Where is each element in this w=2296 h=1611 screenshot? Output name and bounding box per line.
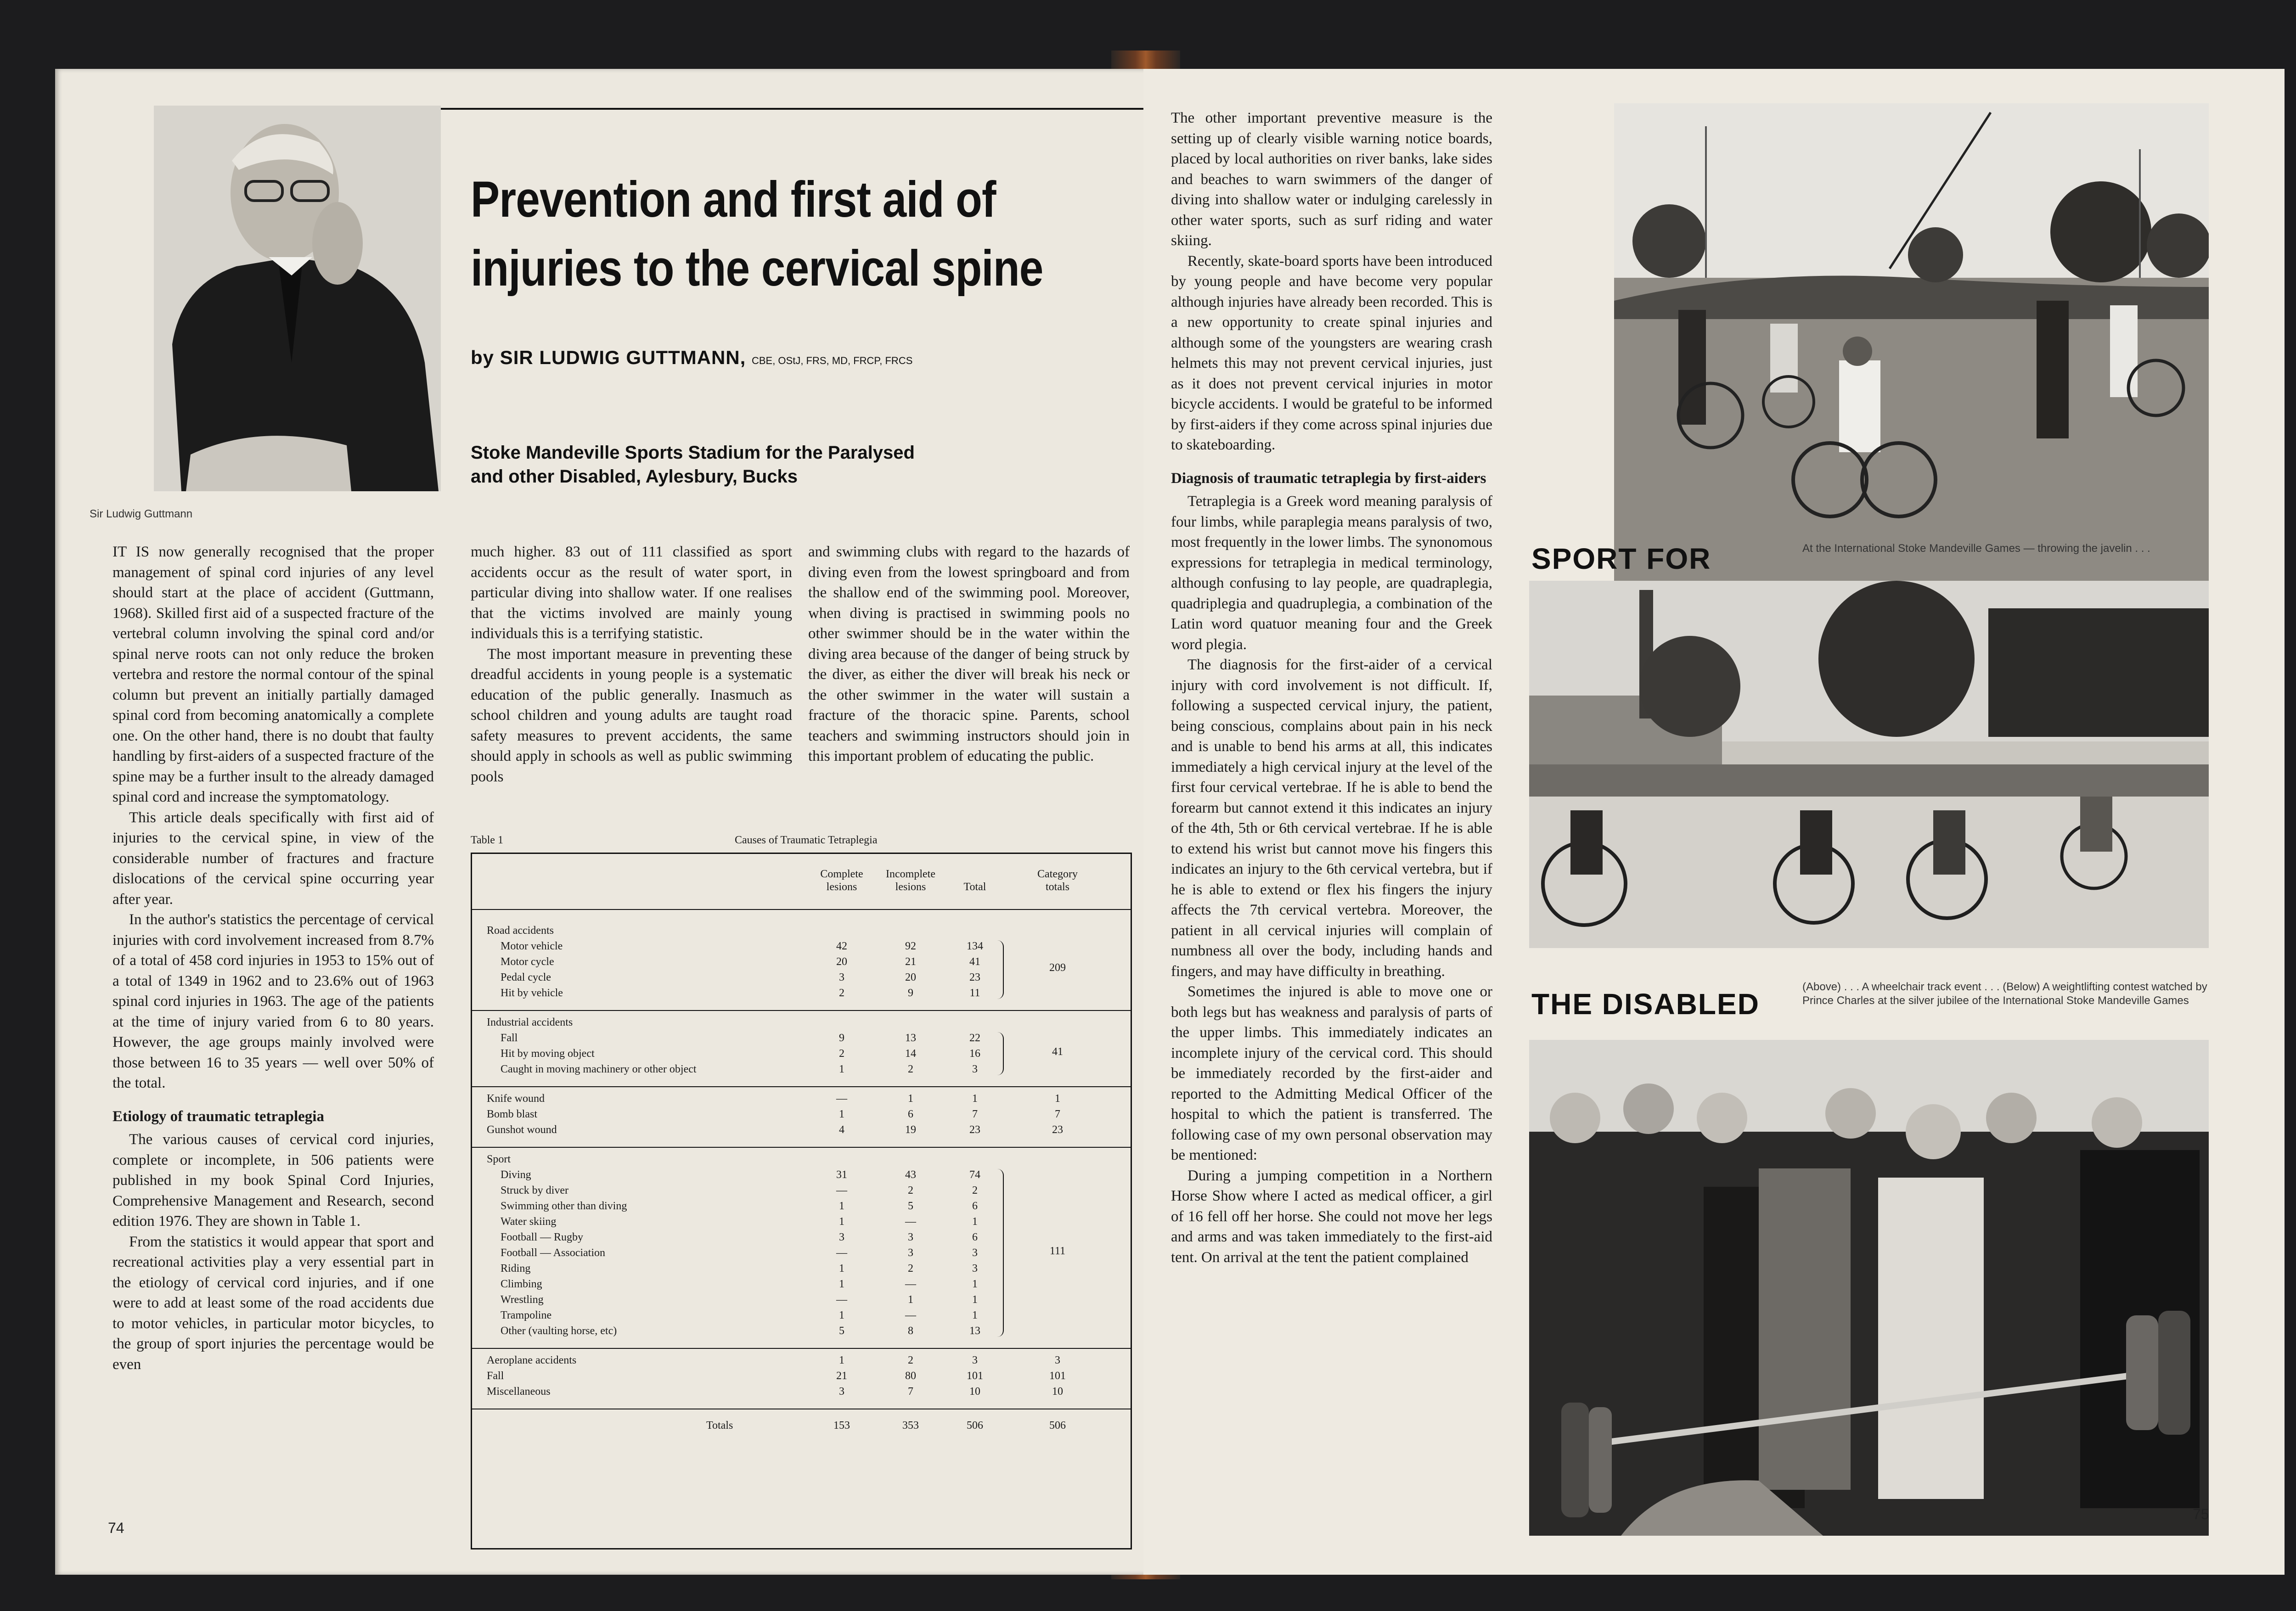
totals-incomplete: 353 — [902, 1420, 919, 1431]
cell-complete: 1 — [839, 1108, 844, 1120]
cell-incomplete: 3 — [908, 1231, 913, 1243]
cell-incomplete: 7 — [908, 1386, 913, 1398]
cell-incomplete: 20 — [905, 971, 916, 983]
cell-complete: — — [836, 1294, 847, 1306]
cell-category: 23 — [1052, 1124, 1063, 1136]
page-number-left: 74 — [108, 1520, 124, 1536]
table-row — [472, 938, 1131, 954]
brace — [996, 1169, 1004, 1337]
table-row — [472, 1323, 1131, 1339]
sport-heading-2: THE DISABLED — [1531, 988, 1760, 1021]
paragraph: much higher. 83 out of 111 classified as sport accidents occur as the result of water sport, in particular diving into shallow water. If one realises that the victims involved are mainly young individuals this is a terrifying statistic. — [471, 544, 792, 642]
table-row — [472, 1384, 1131, 1399]
cell-complete: 9 — [839, 1032, 844, 1044]
cell-total: 2 — [972, 1184, 978, 1196]
header-category: Category totals — [1037, 868, 1078, 893]
category-total: 41 — [1052, 1046, 1063, 1058]
body-column-2 — [471, 542, 792, 787]
paragraph: The diagnosis for the first-aider of a cervical injury with cord involvement is not difficult. If, following a suspected cervical injury, the patient, being conscious, complains about pain in his neck and is unable to bend his arms at all, this indicates immediately a high cervical injury at the level of the first four cervical vertebrae. If he is able to bend the forearm but cannot extend it this indicates an injury of the 4th, 5th or 6th cervical vertebrae. If he is able to extend his wrist but cannot move his fingers this indicates an injury to the 6th cervical vertebra, but if he is able to extend or flex his fingers the injury affects the 7th cervical vertebra. Moreover, the patient in all cervical injuries will complain of numbness all over the body, including hands and fingers, and may have difficulty in breathing. — [1171, 657, 1492, 980]
caption-wheelchair-weightlifting: (Above) . . . A wheelchair track event . . . (Below) A weightlifting contest watched by Prince Charles at the silver jubilee of the International Stoke Mandeville Games — [1802, 981, 2207, 1007]
cell-total: 13 — [969, 1325, 980, 1337]
table-causes — [471, 829, 1132, 1549]
table-section — [472, 1010, 1131, 1087]
table-section — [472, 918, 1131, 1011]
cell-total: 1 — [972, 1216, 978, 1228]
table-row — [472, 1046, 1131, 1061]
row-label: Motor cycle — [501, 956, 554, 968]
cell-total: 6 — [972, 1231, 978, 1243]
section-label: Road accidents — [487, 925, 554, 937]
brace — [996, 940, 1004, 999]
category-total: 209 — [1049, 962, 1066, 974]
table-label: Table 1 — [471, 834, 503, 846]
row-label: Fall — [487, 1370, 504, 1382]
paragraph: This article deals specifically with first aid of injuries to the cervical spine, in view of the considerable number of fractures and fracture dislocations of the cervical spine occurring year after year. — [113, 809, 434, 908]
cell-complete: — — [836, 1093, 847, 1105]
paragraph: From the statistics it would appear that sport and recreational activities play a very essential part in the etiology of cervical cord injuries, and if one were to add at least some of the road accidents due to motor vehicles, in particular motor bicycles, to the group of sport injuries the percentage would be even — [113, 1233, 434, 1373]
totals-complete: 153 — [833, 1420, 850, 1431]
cell-total: 1 — [972, 1309, 978, 1321]
row-label: Struck by diver — [501, 1184, 568, 1196]
totals-label: Totals — [706, 1420, 733, 1431]
cell-total: 3 — [972, 1354, 978, 1366]
row-label: Swimming other than diving — [501, 1200, 627, 1212]
cell-total: 11 — [969, 987, 980, 999]
page-number-right: 75 — [2193, 1506, 2209, 1522]
cell-incomplete: 1 — [908, 1294, 913, 1306]
table-row — [472, 1183, 1131, 1198]
cell-total: 23 — [969, 971, 980, 983]
cell-category: 101 — [1049, 1370, 1066, 1382]
row-label: Wrestling — [501, 1294, 544, 1306]
paragraph: and swimming clubs with regard to the hazards of diving even from the lowest springboard and from the shallow end of the swimming pool. Moreover, when diving is practised in swimming pools no other swimmer should be in the water within the diving area because of the danger of being struck by the diver, as either the diver will break his neck or the other swimmer in the water will sustain a fracture of the thoracic spine. Parents, school teachers and swimming instructors should join in this important problem of educating the public. — [808, 544, 1130, 764]
cell-incomplete: — — [905, 1216, 916, 1228]
row-label: Caught in moving machinery or other object — [501, 1063, 697, 1075]
row-label: Climbing — [501, 1278, 542, 1290]
cell-incomplete: 80 — [905, 1370, 916, 1382]
category-total: 111 — [1049, 1245, 1066, 1257]
table-row — [472, 1106, 1131, 1122]
table-row — [472, 1245, 1131, 1261]
caption-javelin: At the International Stoke Mandeville Games — throwing the javelin . . . — [1802, 542, 2150, 555]
article-title-line2: injuries to the cervical spine — [471, 240, 1043, 297]
cell-incomplete: 5 — [908, 1200, 913, 1212]
cell-incomplete: 13 — [905, 1032, 916, 1044]
row-label: Trampoline — [501, 1309, 552, 1321]
table-row — [472, 1229, 1131, 1245]
cell-total: 134 — [967, 940, 983, 952]
cell-incomplete: 6 — [908, 1108, 913, 1120]
table-row — [472, 1292, 1131, 1308]
cell-complete: 1 — [839, 1063, 844, 1075]
right-body-column — [1171, 108, 1492, 1268]
body-column-3 — [808, 542, 1130, 767]
affiliation-line2: and other Disabled, Aylesbury, Bucks — [471, 466, 798, 487]
section-heading: Etiology of traumatic tetraplegia — [113, 1108, 324, 1125]
cell-incomplete: 2 — [908, 1063, 913, 1075]
cell-category: 3 — [1055, 1354, 1060, 1366]
cell-complete: 2 — [839, 1048, 844, 1060]
cell-complete: — — [836, 1184, 847, 1196]
cell-total: 1 — [972, 1093, 978, 1105]
table-header — [472, 854, 1131, 910]
cell-total: 6 — [972, 1200, 978, 1212]
table-row — [472, 1276, 1131, 1292]
table-row — [472, 1122, 1131, 1138]
cell-complete: 4 — [839, 1124, 844, 1136]
cell-total: 3 — [972, 1063, 978, 1075]
row-label: Fall — [501, 1032, 518, 1044]
cell-incomplete: 2 — [908, 1263, 913, 1274]
article-title-line1: Prevention and first aid of — [471, 171, 996, 228]
table-row — [472, 1214, 1131, 1229]
cell-complete: 1 — [839, 1354, 844, 1366]
header-incomplete: Incomplete lesions — [886, 868, 935, 893]
cell-complete: 1 — [839, 1278, 844, 1290]
cell-incomplete: 14 — [905, 1048, 916, 1060]
table-row — [472, 954, 1131, 970]
table-row — [472, 970, 1131, 985]
table-section — [472, 1086, 1131, 1148]
table-section-title — [472, 1151, 1131, 1167]
photo-wheelchair-race — [1529, 581, 2209, 948]
table-section — [472, 1147, 1131, 1349]
cell-incomplete: 2 — [908, 1354, 913, 1366]
row-label: Miscellaneous — [487, 1386, 551, 1398]
table-body — [472, 910, 1131, 1548]
row-label: Football — Association — [501, 1247, 605, 1259]
cell-complete: 1 — [839, 1309, 844, 1321]
cell-incomplete: 2 — [908, 1184, 913, 1196]
paragraph: The other important preventive measure is the setting up of clearly visible warning notice boards, placed by local authorities on river banks, lake sides and beaches to warn swimmers of the danger of diving into shallow water or indulging carelessly in other water sports, such as surf riding and water skiing. — [1171, 110, 1492, 249]
cell-complete: 21 — [836, 1370, 847, 1382]
paragraph: During a jumping competition in a Northern Horse Show where I acted as medical officer, a girl of 16 fell off her horse. She could not move her legs and arms and was taken immediately to the first-aid tent. On arrival at the tent the patient complained — [1171, 1167, 1492, 1266]
cell-incomplete: — — [905, 1309, 916, 1321]
row-label: Hit by moving object — [501, 1048, 595, 1060]
section-label: Industrial accidents — [487, 1016, 573, 1028]
paragraph: The most important measure in preventing these dreadful accidents in young people is a systematic education of the public generally. Inasmuch as school children and young adults are taught road safety measures to prevent accidents, the same should apply in schools as well as public swimming pools — [471, 646, 792, 785]
left-page — [55, 69, 1153, 1575]
section-label: Sport — [487, 1153, 511, 1165]
photo-weightlifting — [1529, 1040, 2209, 1536]
cell-complete: 3 — [839, 971, 844, 983]
body-column-1 — [113, 542, 434, 1375]
byline-honours: CBE, OStJ, FRS, MD, FRCP, FRCS — [751, 355, 913, 366]
headline-rule — [441, 108, 1194, 110]
header-complete: Complete lesions — [820, 868, 863, 893]
row-label: Water skiing — [501, 1216, 557, 1228]
cell-complete: 42 — [836, 940, 847, 952]
cell-complete: 3 — [839, 1231, 844, 1243]
cell-complete: 5 — [839, 1325, 844, 1337]
table-title: Causes of Traumatic Tetraplegia — [735, 834, 878, 846]
row-label: Aeroplane accidents — [487, 1354, 577, 1366]
row-label: Diving — [501, 1169, 531, 1181]
cell-complete: 1 — [839, 1263, 844, 1274]
cell-total: 7 — [972, 1108, 978, 1120]
cell-total: 22 — [969, 1032, 980, 1044]
table-row — [472, 1353, 1131, 1368]
byline — [471, 347, 912, 369]
row-label: Riding — [501, 1263, 531, 1274]
table-frame — [471, 853, 1132, 1549]
photo-javelin — [1614, 103, 2209, 595]
byline-name: by SIR LUDWIG GUTTMANN, — [471, 347, 746, 368]
paragraph: Tetraplegia is a Greek word meaning paralysis of four limbs, while paraplegia means paralysis of two, most frequently in the lower limbs. The synonomous expressions for tetraplegia in medical terminology, although confusing to lay people, are quadraplegia, quadriplegia and quadruplegia, a combination of the Latin word quatuor meaning four and the Greek word plegia. — [1171, 493, 1492, 653]
cell-incomplete: 1 — [908, 1093, 913, 1105]
cell-category: 7 — [1055, 1108, 1060, 1120]
paragraph: Recently, skate-board sports have been introduced by young people and have become very popular although injuries have already been recorded. This is a new opportunity to create spinal injuries and although some of the youngsters are wearing crash helmets this may not prevent cervical injuries, just as it does not prevent cervical injuries in motor bicycle accidents. I would be grateful to be informed by first-aiders if they come across spinal injuries due to skateboarding. — [1171, 253, 1492, 453]
affiliation-line1: Stoke Mandeville Sports Stadium for the Paralysed — [471, 443, 915, 463]
cell-complete: — — [836, 1247, 847, 1259]
row-label: Other (vaulting horse, etc) — [501, 1325, 617, 1337]
table-row — [472, 1030, 1131, 1046]
row-label: Hit by vehicle — [501, 987, 563, 999]
cell-category: 1 — [1055, 1093, 1060, 1105]
row-label: Bomb blast — [487, 1108, 538, 1120]
section-heading: Diagnosis of traumatic tetraplegia by first-aiders — [1171, 470, 1486, 487]
paragraph: The various causes of cervical cord injuries, complete or incomplete, in 506 patients were published in my book Spinal Cord Injuries, Comprehensive Management and Research, second edition 1976. They are shown in Table 1. — [113, 1131, 434, 1229]
table-row — [472, 1061, 1131, 1077]
cell-total: 23 — [969, 1124, 980, 1136]
cell-incomplete: 3 — [908, 1247, 913, 1259]
totals-row — [472, 1418, 1131, 1433]
cell-total: 10 — [969, 1386, 980, 1398]
paragraph: In the author's statistics the percentage of cervical injuries with cord involvement increased from 8.7% of a total of 458 cord injuries in 1953 to 15% out of a total of 1349 in 1962 and to 23.6% out of 1963 spinal cord injuries in 1963. The age of the patients at the time of injury varied from 6 to 80 years. However, the age groups mainly involved were those between 16 to 35 years — well over 50% of the total. — [113, 911, 434, 1091]
row-label: Motor vehicle — [501, 940, 563, 952]
cell-incomplete: 43 — [905, 1169, 916, 1181]
brace — [996, 1032, 1004, 1075]
paragraph: Sometimes the injured is able to move one or both legs but has weakness and paralysis of parts of the upper limbs. This immediately indicates an incomplete injury of the cervical cord. This should be immediately recorded by the first-aider and reported to the Admitting Medical Officer of the hospital to which the patient is transferred. The following case of my own personal observation may be mentioned: — [1171, 983, 1492, 1163]
cell-total: 16 — [969, 1048, 980, 1060]
cell-total: 41 — [969, 956, 980, 968]
table-section-title — [472, 923, 1131, 938]
cell-incomplete: 8 — [908, 1325, 913, 1337]
cell-complete: 31 — [836, 1169, 847, 1181]
cell-complete: 1 — [839, 1216, 844, 1228]
cell-total: 3 — [972, 1247, 978, 1259]
table-totals — [472, 1409, 1131, 1441]
row-label: Knife wound — [487, 1093, 545, 1105]
cell-incomplete: 21 — [905, 956, 916, 968]
table-row — [472, 1167, 1131, 1183]
portrait-photo — [154, 106, 441, 491]
table-section — [472, 1348, 1131, 1409]
cell-category: 10 — [1052, 1386, 1063, 1398]
totals-total: 506 — [967, 1420, 983, 1431]
cell-total: 1 — [972, 1294, 978, 1306]
cell-complete: 3 — [839, 1386, 844, 1398]
row-label: Football — Rugby — [501, 1231, 584, 1243]
table-row — [472, 1198, 1131, 1214]
table-row — [472, 1091, 1131, 1106]
cell-complete: 1 — [839, 1200, 844, 1212]
cell-incomplete: 92 — [905, 940, 916, 952]
cell-total: 1 — [972, 1278, 978, 1290]
paragraph: IT IS now generally recognised that the proper management of spinal cord injuries of any level should start at the place of accident (Guttmann, 1968). Skilled first aid of a suspected fracture of the vertebral column involving the spinal cord and/or spinal nerve roots can not only reduce the broken vertebra and restore the normal contour of the spinal column but prevent an initially partially damaged spinal cord from becoming anatomically a complete one. On the other hand, there is no doubt that faulty handling by first-aiders of a suspected fracture of the spine may be a further insult to the already damaged spinal cord and increase the symptomatology. — [113, 544, 434, 805]
row-label: Gunshot wound — [487, 1124, 557, 1136]
cell-incomplete: 19 — [905, 1124, 916, 1136]
cell-incomplete: — — [905, 1278, 916, 1290]
right-page — [1143, 69, 2285, 1575]
row-label: Pedal cycle — [501, 971, 551, 983]
cell-complete: 20 — [836, 956, 847, 968]
table-row — [472, 985, 1131, 1001]
totals-category: 506 — [1049, 1420, 1066, 1431]
table-section-title — [472, 1015, 1131, 1030]
cell-complete: 2 — [839, 987, 844, 999]
portrait-caption: Sir Ludwig Guttmann — [90, 508, 193, 520]
cell-total: 74 — [969, 1169, 980, 1181]
table-row — [472, 1368, 1131, 1384]
header-total: Total — [963, 881, 986, 893]
cell-total: 3 — [972, 1263, 978, 1274]
cell-incomplete: 9 — [908, 987, 913, 999]
table-row — [472, 1308, 1131, 1323]
table-row — [472, 1261, 1131, 1276]
sport-heading-1: SPORT FOR — [1531, 542, 1711, 575]
cell-total: 101 — [967, 1370, 983, 1382]
